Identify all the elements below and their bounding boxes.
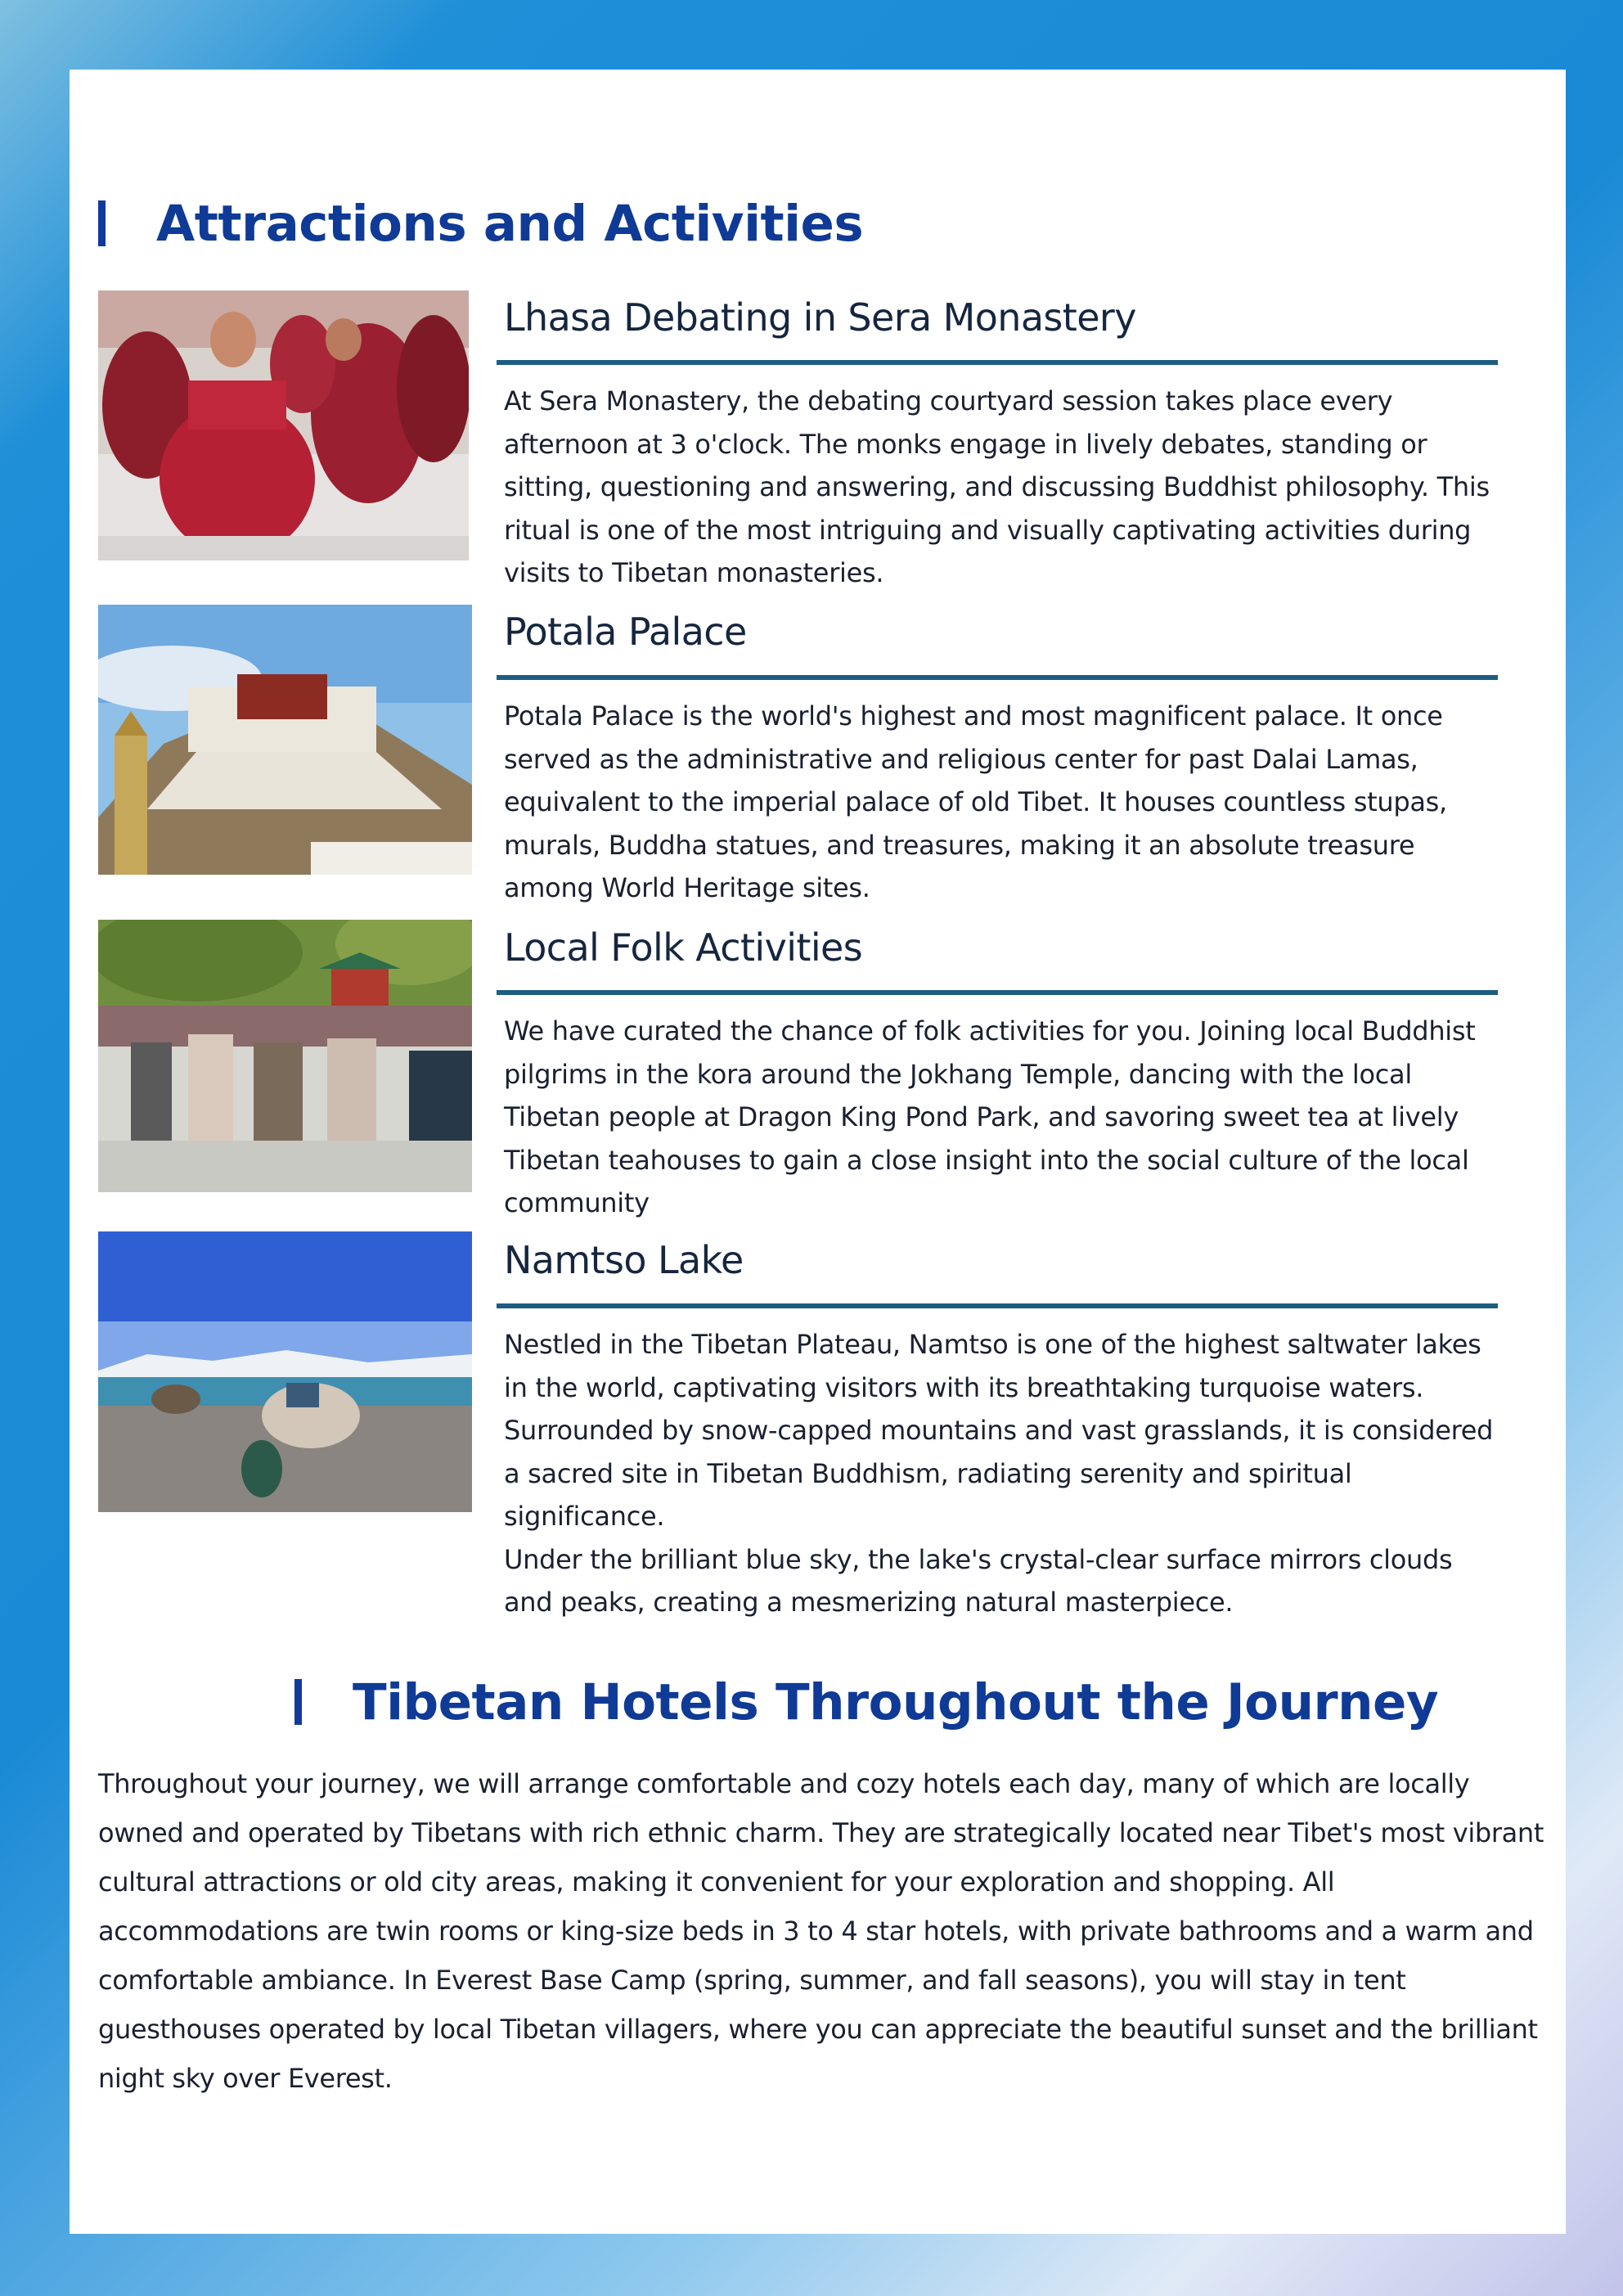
hotels-description: Throughout your journey, we will arrange comfortable and cozy hotels each day, many of which are locally owned and operated by Tibetans with rich ethnic charm. They are strategically located near Tibet's most vibrant cultural attractions or old city areas, making it convenient for your exploration and shopping. All accommodations are twin rooms or king-size beds in 3 to 4 star hotels, with private bathrooms and a warm and comfortable ambiance. In Everest Base Camp (spring, summer, and fall seasons), you will stay in tent guesthouses operated by local Tibetan villagers, where you can appreciate the beautiful sunset and the brilliant night sky over Everest. — [98, 1768, 1544, 2094]
namtso-lake-description: Nestled in the Tibetan Plateau, Namtso is one of the highest saltwater lakes in the world, captivating visitors with its breathtaking turquoise waters. Surrounded by snow-capped mountains and vast grasslands, it is considered a sacred site in Tibetan Buddhism, radiating serenity and spiritual significance. Under the brilliant blue sky, the lake's crystal-clear surface mirrors clouds and peaks, creating a mesmerizing natural masterpiece. — [504, 1329, 1494, 1618]
potala-palace-description: Potala Palace is the world's highest and most magnificent palace. It once served as the administrative and religious center for past Dalai Lamas, equivalent to the imperial palace of old Tibet. It houses countless stupas, murals, Buddha statues, and treasures, making it an absolute treasure among World Heritage sites. — [504, 700, 1447, 903]
folk-dance-photo — [98, 920, 472, 1192]
potala-palace-divider — [497, 675, 1498, 680]
sera-debate-title: Lhasa Debating in Sera Monastery — [504, 295, 1136, 340]
sera-debate-description: At Sera Monastery, the debating courtyard session takes place every afternoon at 3 o'clock. The monks engage in lively debates, standing or sitting, questioning and answering, and discussing Buddhist philosophy. This ritual is one of the most intriguing and visually captivating activities during visits to Tibetan monasteries. — [504, 385, 1490, 588]
folk-activities-divider — [497, 990, 1498, 995]
potala-palace-title: Potala Palace — [504, 610, 747, 654]
hotels-heading — [294, 1665, 1438, 1739]
namtso-lake-title: Namtso Lake — [504, 1238, 744, 1282]
sera-monastery-debate-photo — [98, 290, 469, 560]
hotels-title: Tibetan Hotels Throughout the Journey — [353, 1672, 1439, 1731]
heading-accent-bar — [294, 1679, 302, 1725]
brochure-page — [70, 70, 1566, 2234]
sera-debate-divider — [497, 360, 1498, 365]
namtso-lake-photo — [98, 1231, 472, 1512]
heading-accent-bar — [98, 200, 106, 246]
folk-activities-description: We have curated the chance of folk activities for you. Joining local Buddhist pilgrims in the kora around the Jokhang Temple, dancing with the local Tibetan people at Dragon King Pond Park, and savoring sweet tea at lively Tibetan teahouses to gain a close insight into the social culture of the local community — [504, 1015, 1476, 1218]
potala-palace-photo — [98, 605, 472, 875]
attractions-heading — [98, 187, 863, 260]
namtso-lake-divider — [497, 1303, 1498, 1308]
folk-activities-title: Local Folk Activities — [504, 925, 863, 970]
attractions-title: Attractions and Activities — [156, 194, 864, 253]
